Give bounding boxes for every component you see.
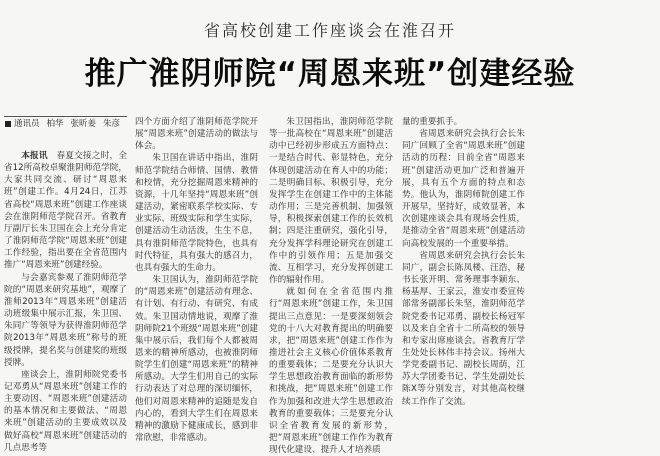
paragraph-text: 朱卫国在讲话中指出，淮阴师范学院结合师情、国情、教情和校情，充分挖掘周恩来精神的资源，十几年坚持“周恩来班”创建活动，紧密联系学校实际、专业实际、班级实际和学生实际，创建活动生动活泼，生生不息，具有淮阴师范学院特色，也具有时代特征，具有强大的感召力，也具有强大的生命力。	[135, 153, 258, 273]
article-column-1	[4, 150, 127, 453]
byline-author: 张昕姜	[70, 119, 97, 129]
byline-author: 朱彦	[103, 119, 121, 129]
headline: 推广淮阴师院“周恩来班”创建经验	[84, 56, 576, 92]
paragraph-text: 四个方面介绍了淮阴师范学院开展“周恩来班”创建活动的做法与体会。	[135, 117, 258, 152]
article-paragraph	[402, 250, 525, 408]
dateline-lead: 本报讯	[21, 151, 57, 161]
article-paragraph	[135, 152, 258, 274]
paragraph-text: 朱卫国指出，淮阴师范学院等一批高校在“周恩来班”创建活动中已经初步形成五方面特点：一是结合时代、彰显特色，充分体现创建活动在育人中的功能；二是明确目标、积极引导，充分发挥学生在创建工作中的主体能动作用；三是完善机制、加强领导，积极探索创建工作的长效机制；四是注重研究，强化引导，充分发挥学科理论研究在创建工作中的引领作用；五是加强交流、互相学习，充分发挥创建工作的辐射作用。	[269, 117, 393, 286]
paragraph-text: 朱卫国认为，淮阴师范学院的“周恩来班”创建活动有理念、有计划、有行动、有研究、有成效。朱卫国动情地说，观摩了淮阴师院21个班级“周恩来班”创建集中展示后，我们每个人都被周恩来的精神所感动，也被淮阴师院学生们创建“周恩来班”的精神所感动。大学生们用自己的实际行动表达了对总理的深切缅怀，他们对周恩来精神的追随是发自内心的，看到大学生们在周恩来精神的激励下健康成长，感到非常欣慰，非常感动。	[135, 275, 258, 444]
article-paragraph	[135, 116, 258, 152]
article-paragraph	[4, 150, 127, 272]
article-paragraph	[402, 128, 525, 250]
article-paragraph	[269, 286, 393, 456]
article-paragraph	[4, 272, 127, 369]
byline	[4, 116, 127, 131]
article-paragraph	[402, 116, 525, 128]
paragraph-text: 春夏交接之时，全省12所高校卓聚淮阴师范学院，大家共同交流、研讨“周恩来班”创建工作。4月24日，江苏省高校“周恩来班”创建工作座谈会在淮阴师范学院召开。省教育厅副厅长朱卫国在会上充分肯定了淮阴师范学院“周恩来班”创建工作经验，指出要在全省范围内推广“周恩来班”创建经验。	[4, 151, 127, 271]
article-column-5	[533, 116, 657, 408]
article-paragraph	[269, 116, 393, 286]
paragraph-text: 与会嘉宾参观了淮阴师范学院的“周恩来研究基地”，观摩了淮师2013年“周恩来班”创建活动班级集中展示汇报，朱卫国、朱同广等领导为获得淮阴师范学院2013年“周恩来班”称号的班级授牌，提名奖与创建奖的班级授牌。	[4, 272, 127, 368]
bullet-square-icon	[5, 121, 11, 127]
paragraph-text: 省周恩来研究会执行会长朱同广回顾了全省“周恩来班”创建活动的历程：目前全省“周恩来班”创建活动更加广泛和普遍开展，具有五个方面的特点和态势。他认为，淮阴师院创建工作开展早，坚持好，成效显著，本次创建座谈会具有现场会性质，是推动全省“周恩来班”创建活动向高校发展的一个重要举措。	[402, 129, 525, 249]
paragraph-text: 省周恩来研究会执行会长朱同广，副会长陈凤楼、汪浩，秘书长张开明、常务理事李颖东、杨基厚、王家云，淮安市委宣传部常务副部长朱坚，淮阴师范学院党委书记邓勇、副校长杨冠军以及来自全省十二所高校的领导和专家出席座谈会。省教育厅学生处处长林伟丰持会议。扬州大学党委副书记、副校长周荫，江苏大学团委书记、学生处副处长陈X等分别发言，对其他高校继续工作作了交流。	[402, 250, 525, 407]
article-column-4	[402, 116, 525, 408]
paragraph-text: 座谈会上，淮阴师院党委书记邓勇从“周恩来班”创建工作的主要动因、“周恩来班”创建活动的基本情况和主要做法、“周恩来班”创建活动的主要成效以及做好高校“周恩来班”创建活动的几点思考等	[4, 369, 127, 453]
article-paragraph	[4, 369, 127, 454]
byline-role: 通讯员	[14, 119, 40, 129]
article-column-3	[269, 116, 393, 456]
article-column-2	[135, 116, 258, 444]
paragraph-text: 就如何在全省范围内推行“周恩来班”创建工作，朱卫国提出三点意见：一是要深刻领会党的十八大对教育提出的明确要求，把“周恩来班”创建工作作为推进社会主义核心价值体系教育的重要载体；二是要充分认识大学生思想政治教育面临的新形势和挑战，把“周恩来班”创建工作作为加强和改进大学生思想政治教育的重要载体；三是要充分认识全省教育发展的新形势，把“周恩来班”创建工作作为教育现代化建设、提升人才培养质	[269, 287, 393, 456]
article-paragraph	[135, 274, 258, 444]
byline-author: 柏华	[46, 119, 64, 129]
subheadline: 省高校创建工作座谈会在淮召开	[203, 21, 456, 40]
paragraph-text: 量的重要抓手。	[402, 117, 463, 127]
